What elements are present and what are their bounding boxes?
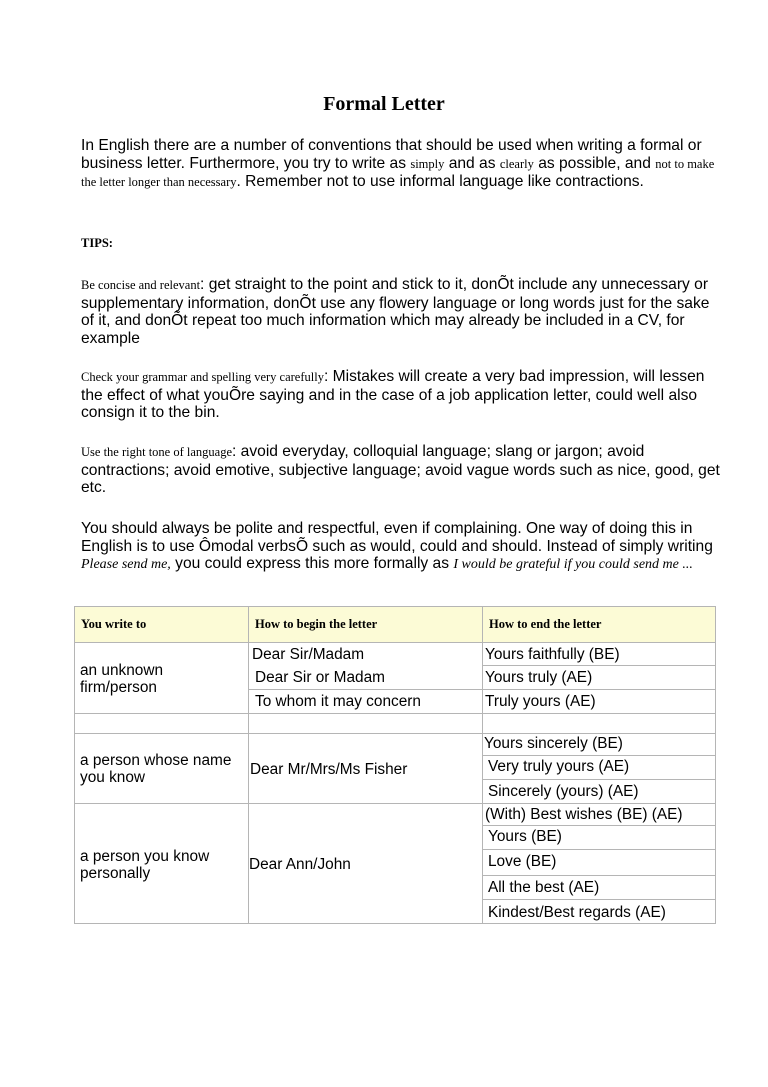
polite-paragraph xyxy=(81,520,721,574)
end-yours-sincerely: Yours sincerely (BE) xyxy=(484,735,623,752)
polite-example-formal: I would be grateful if you could send me ... xyxy=(453,557,693,573)
intro-simply: simply xyxy=(410,156,445,171)
tip-body: avoid everyday, colloquial language; slang or jargon; avoid contractions; avoid emotive, subjective language; avoid vague words such as nice, good, get etc. xyxy=(81,443,720,497)
tip-grammar xyxy=(81,368,721,422)
tip-heading: Check your grammar and spelling very carefully xyxy=(81,370,324,384)
polite-example-informal: Please send me, xyxy=(81,557,171,573)
intro-text: . Remember not to use informal language like contractions. xyxy=(236,173,644,191)
begin-dear-ann-john: Dear Ann/John xyxy=(249,856,351,873)
intro-text: and as xyxy=(444,154,500,172)
header-how-to-end xyxy=(483,607,715,642)
begin-to-whom: To whom it may concern xyxy=(255,693,421,710)
tip-body: get straight to the point and stick to it, donÕt include any unnecessary or supplementary information, donÕt use any flowery language or long words just for the sake of it, and donÕt repeat too much information which may already be included in a CV, for example xyxy=(81,276,710,347)
tip-colon: : xyxy=(200,276,209,293)
end-sincerely-yours: Sincerely (yours) (AE) xyxy=(488,783,639,800)
intro-not-longer: not to make the letter longer than necessary xyxy=(81,156,715,190)
intro-paragraph xyxy=(81,137,721,192)
page-title: Formal Letter xyxy=(323,93,445,115)
tip-body: Mistakes will create a very bad impression, will lessen the effect of what youÕre saying and in the case of a job application letter, could well also consign it to the bin. xyxy=(81,368,705,422)
tips-heading: TIPS: xyxy=(81,236,113,250)
header-how-to-begin xyxy=(249,607,482,642)
row-known-name-recipient: a person whose name you know xyxy=(80,752,232,786)
intro-clearly: clearly xyxy=(499,156,534,171)
end-all-the-best: All the best (AE) xyxy=(488,879,600,896)
intro-text: as possible, and xyxy=(533,154,656,172)
tip-colon: : xyxy=(323,368,333,385)
end-yours-faithfully: Yours faithfully (BE) xyxy=(485,646,620,663)
tip-heading: Use the right tone of language xyxy=(81,445,232,459)
polite-text: You should always be polite and respectful, even if complaining. One way of doing this in English is to use Ômodal verbsÕ such as would, could and should. Instead of simply writing xyxy=(81,520,713,555)
tip-colon: : xyxy=(232,443,241,460)
polite-text: you could express this more formally as xyxy=(170,555,454,573)
end-yours: Yours (BE) xyxy=(488,828,562,845)
header-you-write-to xyxy=(75,607,248,642)
end-yours-truly: Yours truly (AE) xyxy=(485,669,593,686)
header-label: How to begin the letter xyxy=(255,617,378,631)
end-best-wishes: (With) Best wishes (BE) (AE) xyxy=(485,806,683,823)
row-unknown-recipient: an unknown firm/person xyxy=(80,662,164,696)
letter-conventions-table xyxy=(74,606,716,924)
begin-dear-sir-or-madam: Dear Sir or Madam xyxy=(255,669,386,686)
header-label: How to end the letter xyxy=(489,617,602,631)
begin-dear-sir-madam: Dear Sir/Madam xyxy=(252,646,365,663)
tip-tone xyxy=(81,443,721,497)
end-very-truly-yours: Very truly yours (AE) xyxy=(488,758,630,775)
tip-concise xyxy=(81,276,721,347)
end-love: Love (BE) xyxy=(488,853,557,870)
tip-heading: Be concise and relevant xyxy=(81,278,201,292)
intro-text: In English there are a number of conventions that should be used when writing a formal or business letter. Furthermore, you try to write as xyxy=(81,137,702,172)
end-kindest-regards: Kindest/Best regards (AE) xyxy=(488,904,666,921)
row-personal-recipient: a person you know personally xyxy=(80,848,210,882)
end-truly-yours: Truly yours (AE) xyxy=(485,693,596,710)
header-label: You write to xyxy=(81,617,147,631)
begin-dear-mr-mrs-ms: Dear Mr/Mrs/Ms Fisher xyxy=(250,761,408,778)
